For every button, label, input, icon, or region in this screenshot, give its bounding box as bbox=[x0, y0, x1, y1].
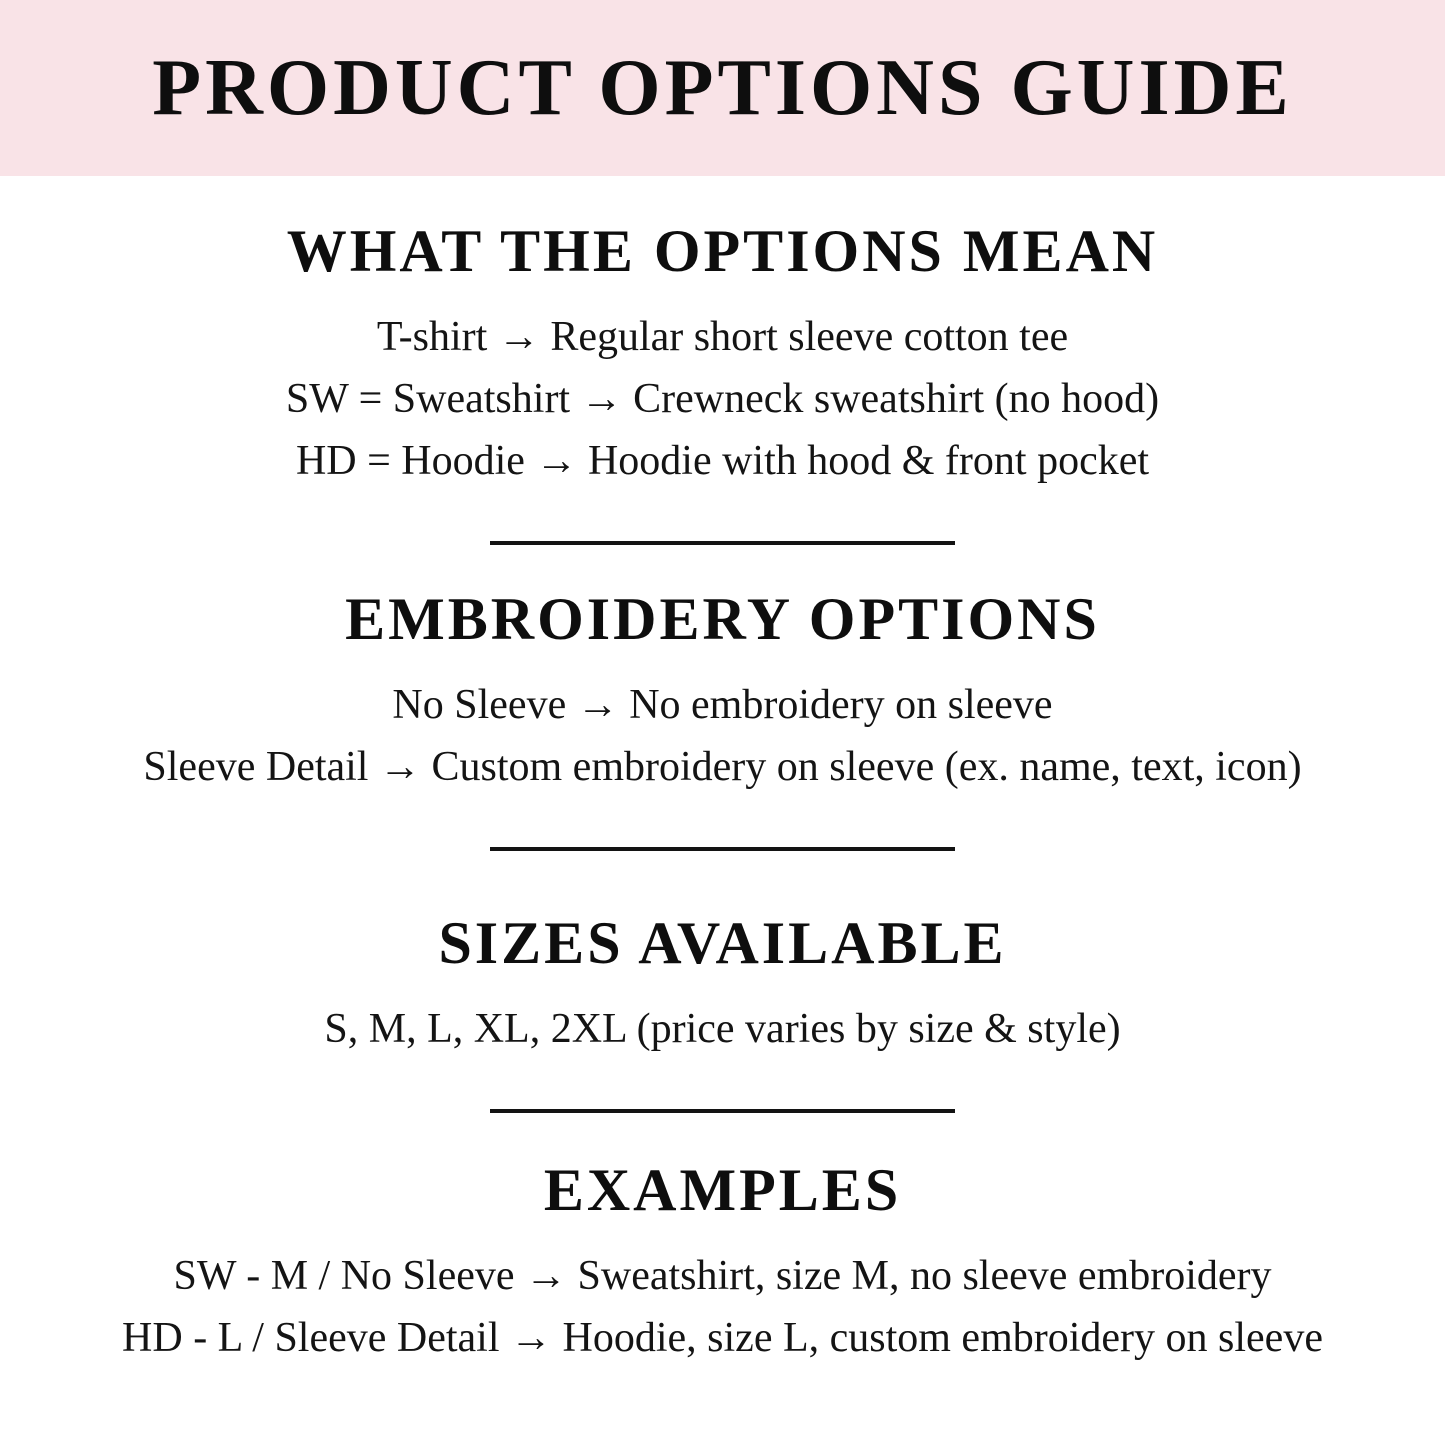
option-line-sweatshirt: SW = Sweatshirt → Crewneck sweatshirt (no hood) bbox=[285, 376, 1160, 422]
option-line-no-sleeve: No Sleeve → No embroidery on sleeve bbox=[392, 682, 1053, 728]
option-line-sleeve-detail: Sleeve Detail → Custom embroidery on sleeve (ex. name, text, icon) bbox=[143, 744, 1302, 790]
option-line-hoodie: HD = Hoodie → Hoodie with hood & front pocket bbox=[295, 438, 1150, 484]
header-banner bbox=[0, 0, 1445, 176]
example-line-hoodie: HD - L / Sleeve Detail → Hoodie, size L, custom embroidery on sleeve bbox=[122, 1315, 1323, 1361]
section-examples bbox=[0, 1155, 1445, 1369]
example-line-sweatshirt: SW - M / No Sleeve → Sweatshirt, size M, no sleeve embroidery bbox=[173, 1253, 1272, 1299]
section-divider bbox=[490, 1109, 955, 1113]
section-lines bbox=[0, 306, 1445, 492]
section-heading-sizes-available: SIZES AVAILABLE bbox=[438, 910, 1007, 976]
section-what-options-mean bbox=[0, 216, 1445, 492]
section-embroidery-options bbox=[0, 584, 1445, 798]
section-divider bbox=[490, 541, 955, 545]
section-lines bbox=[0, 998, 1445, 1060]
option-line-tshirt: T-shirt → Regular short sleeve cotton tee bbox=[376, 314, 1069, 360]
section-sizes-available bbox=[0, 908, 1445, 1060]
sizes-line: S, M, L, XL, 2XL (price varies by size & style) bbox=[324, 1006, 1121, 1052]
section-heading-what-options-mean: WHAT THE OPTIONS MEAN bbox=[286, 218, 1159, 284]
section-heading-embroidery-options: EMBROIDERY OPTIONS bbox=[345, 586, 1100, 652]
section-divider bbox=[490, 847, 955, 851]
section-lines bbox=[0, 1245, 1445, 1369]
guide-content bbox=[0, 216, 1445, 1369]
section-lines bbox=[0, 674, 1445, 798]
page-title: PRODUCT OPTIONS GUIDE bbox=[152, 43, 1293, 132]
section-heading-examples: EXAMPLES bbox=[543, 1157, 902, 1223]
